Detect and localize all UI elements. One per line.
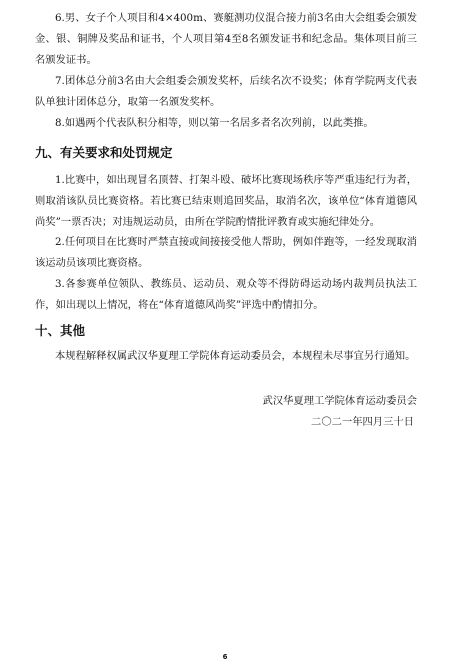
section-10-text: 本规程解释权属武汉华夏理工学院体育运动委员会，本规程未尽事宜另行通知。 bbox=[55, 350, 416, 362]
rule-item-6: 6.男、女子个人项目和4×400m、赛艇测功仪混合接力前3名由大会组委会颁发金、银、铜牌及奖品和证书，个人项目第4至8名颁发证书和纪念品。集体项目前三名颁发证书。 bbox=[35, 12, 417, 66]
section-9-heading: 九、有关要求和处罚规定 bbox=[35, 145, 173, 160]
penalty-item-1: 1.比赛中，如出现冒名顶替、打架斗殴、破坏比赛现场秩序等严重违纪行为者，则取消该队员比赛资格。若比赛已结束则追回奖品，取消名次，该单位“体育道德风尚奖”一票否决；对违规运动员，由所在学院酌情批评教育或实施纪律处分。 bbox=[35, 174, 417, 228]
section-10-heading: 十、其他 bbox=[35, 323, 86, 338]
signature-date: 二〇二一年四月三十日 bbox=[311, 416, 414, 428]
penalty-item-3: 3.各参赛单位领队、教练员、运动员、观众等不得防碍运动场内裁判员执法工作，如出现以上情况，将在“体育道德风尚奖”评选中酌情扣分。 bbox=[35, 278, 417, 311]
page-number: 6 bbox=[222, 653, 228, 661]
signature-org: 武汉华夏理工学院体育运动委员会 bbox=[262, 395, 417, 407]
penalty-item-2: 2.任何项目在比赛时严禁直接或间接接受他人帮助，例如伴跑等，一经发现取消该运动员该项比赛资格。 bbox=[35, 236, 417, 269]
rule-item-7: 7.团体总分前3名由大会组委会颁发奖杯，后续名次不设奖；体育学院两支代表队单独计团体总分，取第一名颁发奖杯。 bbox=[35, 75, 417, 108]
rule-item-8: 8.如遇两个代表队积分相等，则以第一名居多者名次列前，以此类推。 bbox=[55, 117, 374, 129]
